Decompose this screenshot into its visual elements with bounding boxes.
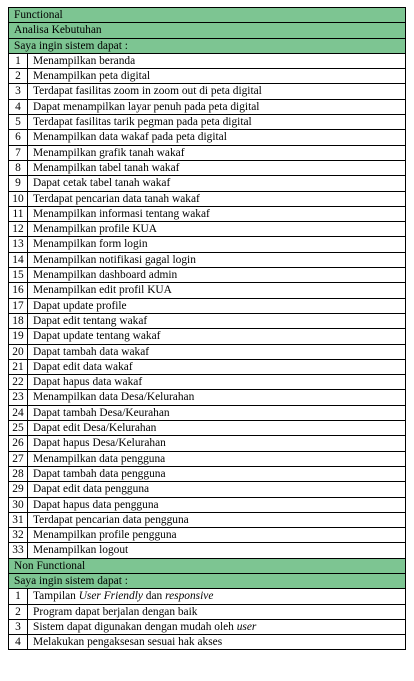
non-functional-requirement: [28, 604, 406, 619]
functional-number: 9: [9, 176, 28, 191]
functional-row: [9, 344, 406, 359]
functional-number: 13: [9, 237, 28, 252]
functional-number: 19: [9, 329, 28, 344]
functional-requirement: Dapat cetak tabel tanah wakaf: [28, 176, 406, 191]
functional-row: [9, 329, 406, 344]
non-functional-row: [9, 635, 406, 650]
functional-requirement: Menampilkan form login: [28, 237, 406, 252]
functional-number: 4: [9, 99, 28, 114]
section-row-analysis: [9, 23, 406, 38]
functional-requirement: Dapat tambah Desa/Keurahan: [28, 405, 406, 420]
emphasis-text: user: [236, 620, 257, 633]
functional-number: 32: [9, 528, 28, 543]
functional-number: 2: [9, 69, 28, 84]
functional-requirement: Terdapat fasilitas zoom in zoom out di peta digital: [28, 84, 406, 99]
non-functional-row: [9, 619, 406, 634]
functional-number: 24: [9, 405, 28, 420]
functional-requirement: Dapat edit data pengguna: [28, 482, 406, 497]
requirements-table: [8, 7, 406, 650]
functional-row: [9, 466, 406, 481]
functional-row: [9, 191, 406, 206]
functional-row: [9, 436, 406, 451]
functional-number: 29: [9, 482, 28, 497]
functional-row: [9, 268, 406, 283]
non-functional-row: [9, 604, 406, 619]
functional-row: [9, 528, 406, 543]
non-functional-number: 2: [9, 604, 28, 619]
functional-row: [9, 84, 406, 99]
functional-row: [9, 390, 406, 405]
functional-row: [9, 421, 406, 436]
functional-row: [9, 512, 406, 527]
functional-row: [9, 497, 406, 512]
functional-requirement: Dapat update tentang wakaf: [28, 329, 406, 344]
functional-number: 27: [9, 451, 28, 466]
emphasis-text: User Friendly: [78, 590, 143, 603]
functional-number: 21: [9, 359, 28, 374]
non-functional-requirement: [28, 619, 406, 634]
requirement-text: Tampilan: [33, 590, 79, 603]
non-functional-number: 4: [9, 635, 28, 650]
functional-requirement: Menampilkan profile pengguna: [28, 528, 406, 543]
functional-row: [9, 405, 406, 420]
requirement-text: Melakukan pengaksesan sesuai hak akses: [33, 636, 223, 649]
section-row-functional-intro: [9, 38, 406, 53]
functional-number: 15: [9, 268, 28, 283]
functional-number: 5: [9, 115, 28, 130]
non-functional-requirement: [28, 635, 406, 650]
functional-requirement: Menampilkan grafik tanah wakaf: [28, 145, 406, 160]
functional-row: [9, 53, 406, 68]
functional-requirement: Terdapat pencarian data pengguna: [28, 512, 406, 527]
section-row-non-functional: [9, 558, 406, 573]
functional-row: [9, 176, 406, 191]
functional-requirement: Dapat tambah data wakaf: [28, 344, 406, 359]
functional-number: 28: [9, 466, 28, 481]
functional-row: [9, 543, 406, 558]
functional-requirement: Dapat hapus Desa/Kelurahan: [28, 436, 406, 451]
functional-number: 12: [9, 222, 28, 237]
functional-number: 1: [9, 53, 28, 68]
functional-requirement: Dapat hapus data pengguna: [28, 497, 406, 512]
functional-requirement: Menampilkan logout: [28, 543, 406, 558]
functional-row: [9, 375, 406, 390]
requirement-text: Program dapat berjalan dengan baik: [33, 605, 198, 618]
analysis-header: Analisa Kebutuhan: [9, 23, 406, 38]
functional-number: 18: [9, 313, 28, 328]
functional-requirement: Dapat edit data wakaf: [28, 359, 406, 374]
functional-row: [9, 359, 406, 374]
functional-row: [9, 160, 406, 175]
functional-number: 6: [9, 130, 28, 145]
non-functional-number: 1: [9, 589, 28, 604]
functional-number: 20: [9, 344, 28, 359]
functional-number: 17: [9, 298, 28, 313]
functional-row: [9, 130, 406, 145]
functional-requirement: Menampilkan profile KUA: [28, 222, 406, 237]
functional-requirement: Dapat update profile: [28, 298, 406, 313]
functional-requirement: Menampilkan notifikasi gagal login: [28, 252, 406, 267]
non-functional-row: [9, 589, 406, 604]
non-functional-requirement: [28, 589, 406, 604]
functional-number: 7: [9, 145, 28, 160]
non-functional-number: 3: [9, 619, 28, 634]
functional-requirement: Menampilkan edit profil KUA: [28, 283, 406, 298]
requirement-text: Sistem dapat digunakan dengan mudah oleh: [33, 620, 237, 633]
functional-number: 10: [9, 191, 28, 206]
functional-row: [9, 237, 406, 252]
functional-number: 23: [9, 390, 28, 405]
requirement-text: dan: [142, 590, 166, 603]
functional-requirement: Menampilkan tabel tanah wakaf: [28, 160, 406, 175]
functional-number: 11: [9, 206, 28, 221]
functional-header: Functional: [9, 8, 406, 23]
functional-requirement: Menampilkan data pengguna: [28, 451, 406, 466]
functional-requirement: Menampilkan peta digital: [28, 69, 406, 84]
functional-requirement: Menampilkan dashboard admin: [28, 268, 406, 283]
functional-number: 3: [9, 84, 28, 99]
functional-requirement: Dapat edit Desa/Kelurahan: [28, 421, 406, 436]
functional-requirement: Terdapat fasilitas tarik pegman pada peta digital: [28, 115, 406, 130]
functional-row: [9, 252, 406, 267]
functional-number: 31: [9, 512, 28, 527]
functional-number: 30: [9, 497, 28, 512]
functional-requirement: Dapat menampilkan layar penuh pada peta digital: [28, 99, 406, 114]
functional-number: 8: [9, 160, 28, 175]
functional-requirement: Dapat edit tentang wakaf: [28, 313, 406, 328]
functional-requirement: Menampilkan informasi tentang wakaf: [28, 206, 406, 221]
functional-row: [9, 313, 406, 328]
functional-row: [9, 298, 406, 313]
functional-intro: Saya ingin sistem dapat :: [9, 38, 406, 53]
section-row-functional: [9, 8, 406, 23]
functional-requirement: Menampilkan data Desa/Kelurahan: [28, 390, 406, 405]
non-functional-intro: Saya ingin sistem dapat :: [9, 573, 406, 588]
functional-row: [9, 69, 406, 84]
functional-row: [9, 115, 406, 130]
functional-requirement: Dapat tambah data pengguna: [28, 466, 406, 481]
non-functional-header: Non Functional: [9, 558, 406, 573]
functional-requirement: Dapat hapus data wakaf: [28, 375, 406, 390]
emphasis-text: responsive: [165, 590, 214, 603]
functional-row: [9, 206, 406, 221]
functional-row: [9, 145, 406, 160]
functional-number: 14: [9, 252, 28, 267]
functional-row: [9, 283, 406, 298]
functional-number: 25: [9, 421, 28, 436]
functional-row: [9, 99, 406, 114]
functional-requirement: Menampilkan beranda: [28, 53, 406, 68]
functional-requirement: Terdapat pencarian data tanah wakaf: [28, 191, 406, 206]
functional-number: 22: [9, 375, 28, 390]
functional-row: [9, 451, 406, 466]
functional-row: [9, 482, 406, 497]
functional-row: [9, 222, 406, 237]
functional-number: 33: [9, 543, 28, 558]
functional-number: 16: [9, 283, 28, 298]
functional-number: 26: [9, 436, 28, 451]
section-row-non-functional-intro: [9, 573, 406, 588]
functional-requirement: Menampilkan data wakaf pada peta digital: [28, 130, 406, 145]
